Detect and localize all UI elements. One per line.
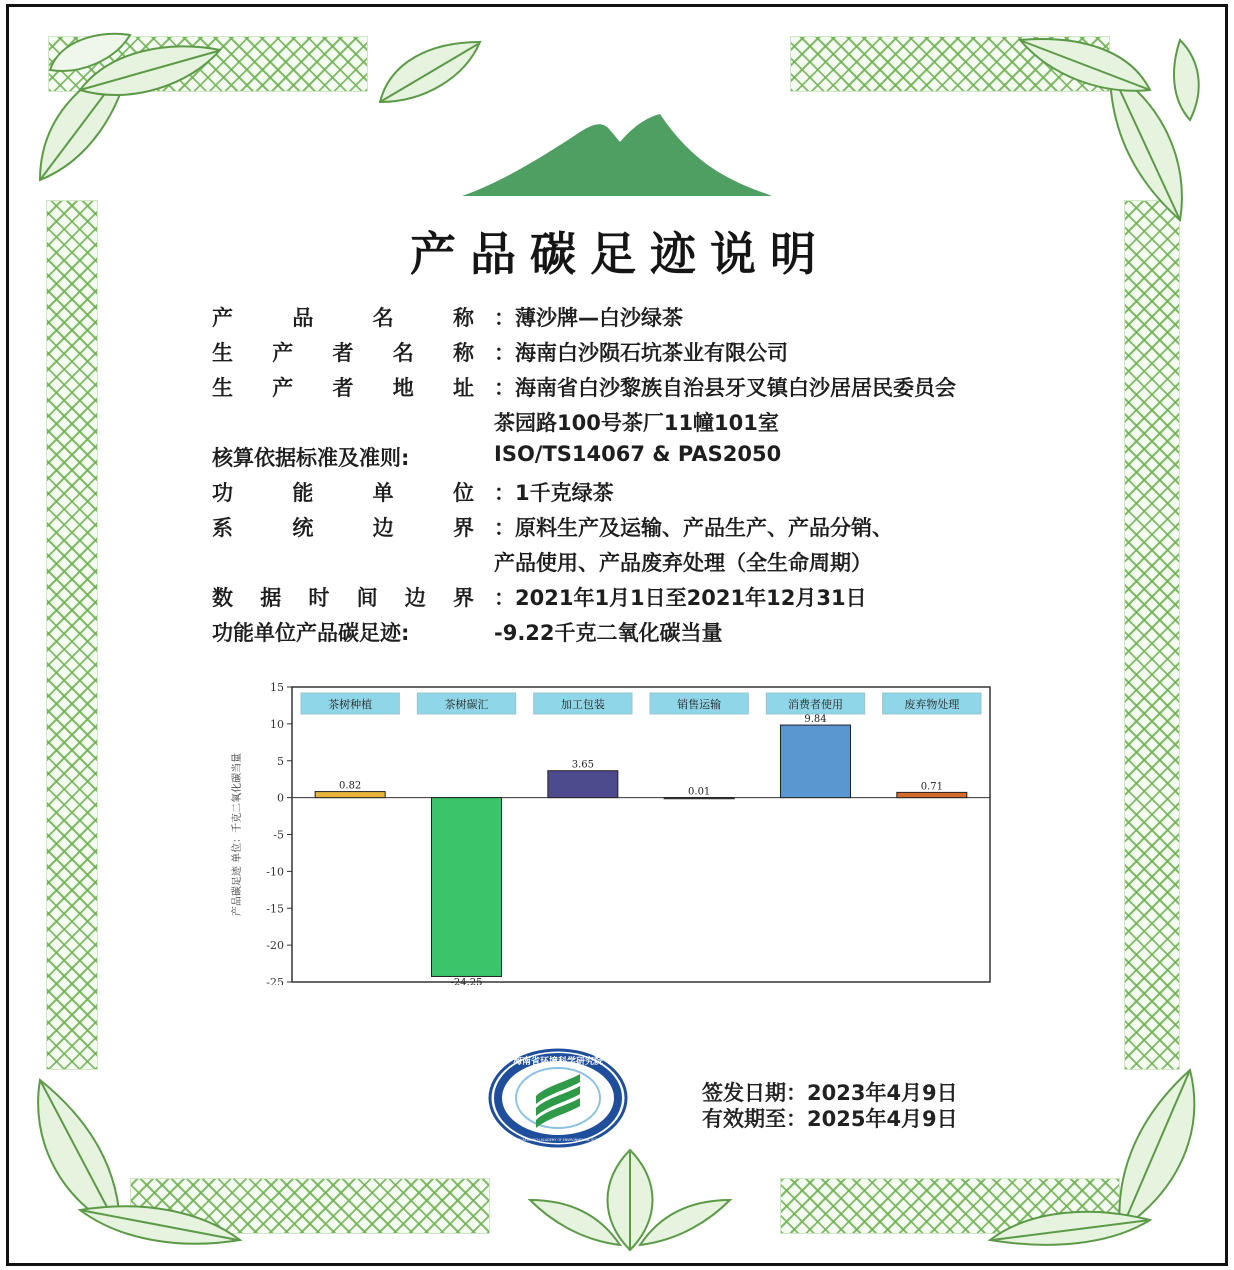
bar-value-label: 9.84 <box>804 714 827 726</box>
y-tick-label: 15 <box>270 681 284 694</box>
field-value: 2021年1月1日至2021年12月31日 <box>515 586 867 610</box>
chart-svg <box>226 680 996 985</box>
valid-until-label: 有效期至： <box>702 1107 807 1131</box>
bar-value-label: 0.82 <box>339 780 362 792</box>
institute-seal <box>488 1048 628 1148</box>
bar-value-label: 3.65 <box>571 759 594 771</box>
field-value: 海南省白沙黎族自治县牙叉镇白沙居居民委员会 <box>515 376 956 400</box>
seal-org-name-en: HAINAN RESEARCH ACADEMY OF ENVIRONMENTAL SCIENCES <box>509 1138 607 1142</box>
category-label: 加工包装 <box>560 698 605 711</box>
field-separator: ： <box>494 586 515 610</box>
field-data-period <box>212 582 867 612</box>
field-system-boundary <box>212 512 893 542</box>
leaf-decoration-bottom-left <box>20 1070 260 1260</box>
carbon-footprint-chart <box>226 680 996 985</box>
y-tick-label: -25 <box>266 976 284 985</box>
plot-frame <box>292 687 990 982</box>
page-title: 产品碳足迹说明 <box>410 227 830 281</box>
category-label: 废弃物处理 <box>904 698 960 711</box>
field-standard <box>212 442 781 472</box>
field-separator: ： <box>494 341 515 365</box>
leaf-decoration-bottom-center <box>520 1140 740 1260</box>
leaf-decoration-top-center <box>370 32 490 112</box>
field-label: 数据时间边界 <box>212 586 474 610</box>
bar <box>315 792 385 798</box>
field-separator: ： <box>494 481 515 505</box>
y-tick-label: 10 <box>270 717 284 731</box>
valid-until-row <box>702 1103 958 1133</box>
fret-border-left <box>46 200 98 1070</box>
y-tick-label: -5 <box>273 828 284 842</box>
field-separator: ： <box>494 516 515 540</box>
issue-date-label: 签发日期： <box>702 1081 807 1105</box>
field-producer-address <box>212 372 956 402</box>
bar <box>432 798 502 977</box>
y-tick-label: 0 <box>277 791 284 805</box>
bar-value-label: 0.71 <box>920 781 943 793</box>
leaf-decoration-bottom-right <box>980 1060 1210 1260</box>
bar-value-label: 0.01 <box>688 786 711 798</box>
field-value: ISO/TS14067 & PAS2050 <box>494 442 782 466</box>
field-value: 薄沙牌—白沙绿茶 <box>515 306 683 330</box>
bar <box>664 798 734 799</box>
category-label: 茶树碳汇 <box>444 698 489 711</box>
field-product-name <box>212 302 683 332</box>
y-tick-label: 5 <box>277 754 284 768</box>
mountain-logo <box>462 112 772 198</box>
bar-value-label: -24.25 <box>450 977 483 985</box>
field-producer-name <box>212 337 788 367</box>
leaf-decoration-top-right <box>960 30 1210 230</box>
field-label: 系统边界 <box>212 516 474 540</box>
field-label: 功能单位 <box>212 481 474 505</box>
bar <box>897 792 967 797</box>
leaf-decoration-top-left <box>20 30 240 200</box>
field-separator: ： <box>494 376 515 400</box>
field-value: 海南白沙陨石坑茶业有限公司 <box>515 341 788 365</box>
field-label: 核算依据标准及准则: <box>212 446 410 470</box>
field-label: 产品名称 <box>212 306 474 330</box>
field-value: -9.22千克二氧化碳当量 <box>494 621 723 645</box>
category-label: 销售运输 <box>677 698 722 711</box>
field-value: 1千克绿茶 <box>515 481 614 505</box>
category-label: 茶树种植 <box>328 698 373 711</box>
y-axis-label: 产品碳足迹 单位：千克二氧化碳当量 <box>232 752 243 917</box>
field-system-boundary-cont: 产品使用、产品废弃处理（全生命周期） <box>494 551 872 575</box>
field-label: 功能单位产品碳足迹: <box>212 621 410 645</box>
issue-date-value: 2023年4月9日 <box>807 1081 958 1105</box>
fret-border-right <box>1124 200 1180 1070</box>
field-label: 生产者地址 <box>212 376 474 400</box>
field-label: 生产者名称 <box>212 341 474 365</box>
field-separator: ： <box>494 306 515 330</box>
y-tick-label: -15 <box>266 902 284 916</box>
field-value: 原料生产及运输、产品生产、产品分销、 <box>515 516 893 540</box>
category-label: 消费者使用 <box>788 698 843 711</box>
y-tick-label: -10 <box>266 865 284 879</box>
field-producer-address-cont: 茶园路100号茶厂11幢101室 <box>494 411 779 435</box>
y-tick-label: -20 <box>266 939 284 953</box>
valid-until-value: 2025年4月9日 <box>807 1107 958 1131</box>
bar <box>781 725 851 798</box>
seal-org-name: 海南省环境科学研究院 <box>512 1057 604 1067</box>
bar <box>548 771 618 798</box>
field-carbon-footprint <box>212 617 723 647</box>
field-functional-unit <box>212 477 614 507</box>
